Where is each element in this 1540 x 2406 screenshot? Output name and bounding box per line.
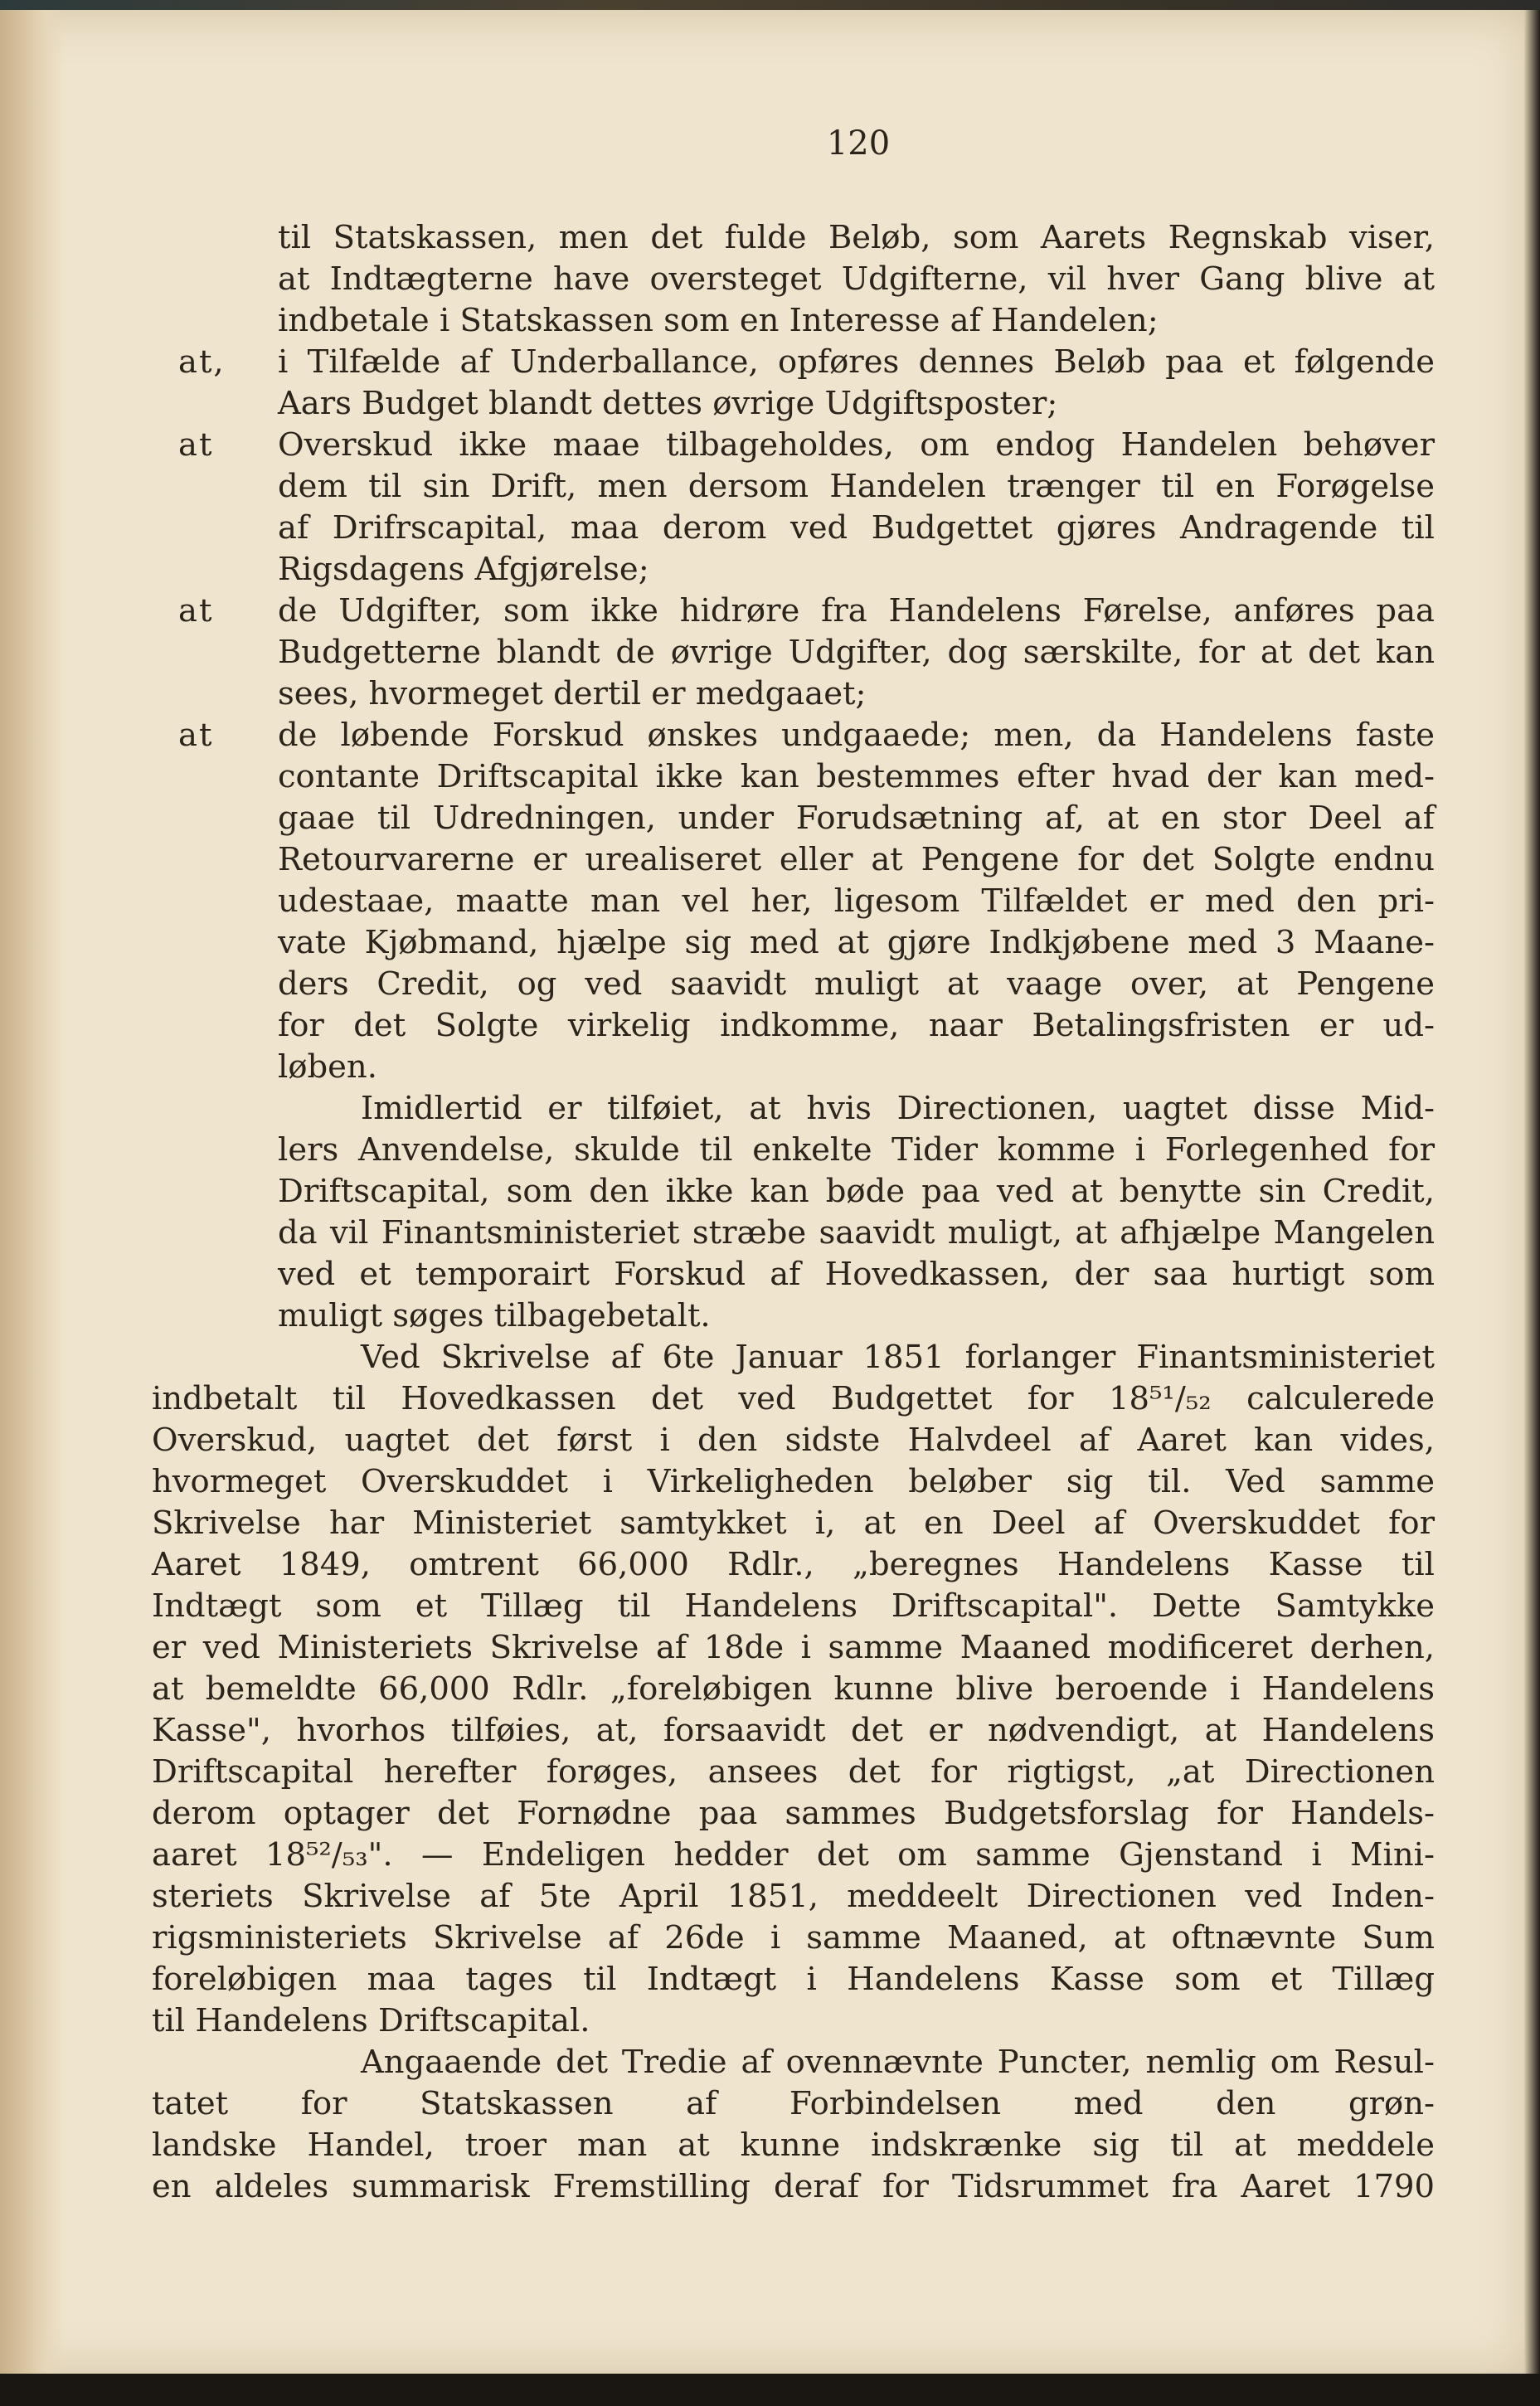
text-line <box>278 881 1435 922</box>
line-text: dem til sin Drift, men dersom Handelen trænger til en Forøgelse <box>278 468 1435 505</box>
line-text: indbetale i Statskassen som en Interesse af Handelen; <box>278 302 1159 339</box>
text-line <box>152 1503 1435 1544</box>
text-line <box>278 1213 1435 1254</box>
text-line <box>152 1793 1435 1835</box>
text-line <box>278 632 1435 673</box>
text-line <box>278 756 1435 798</box>
line-text: derom optager det Fornødne paa sammes Budgetsforslag for Handels- <box>152 1795 1435 1832</box>
page-number: 120 <box>826 124 891 163</box>
line-text: at bemeldte 66,000 Rdlr. „foreløbigen kunne blive beroende i Handelens <box>152 1670 1435 1708</box>
text-line <box>278 300 1435 342</box>
body-text <box>152 217 1435 2208</box>
text-line <box>152 2083 1435 2125</box>
line-text: gaae til Udredningen, under Forudsætning af, at en stor Deel af <box>278 800 1435 837</box>
line-text: tatet for Statskassen af Forbindelsen med den grøn- <box>152 2085 1435 2122</box>
line-text: for det Solgte virkelig indkomme, naar Betalingsfristen er ud- <box>278 1007 1435 1044</box>
text-line <box>278 508 1435 549</box>
text-line <box>361 1337 1435 1378</box>
line-text: Budgetterne blandt de øvrige Udgifter, dog særskilte, for at det kan <box>278 634 1435 671</box>
line-text: de løbende Forskud ønskes undgaaede; men, da Handelens faste <box>278 717 1435 754</box>
line-text: udestaae, maatte man vel her, ligesom Tilfældet er med den pri- <box>278 882 1435 920</box>
line-text: Driftscapital herefter forøges, ansees det for rigtigst, „at Directionen <box>152 1753 1435 1791</box>
text-line <box>361 1088 1435 1130</box>
text-line <box>278 922 1435 964</box>
line-text: en aldeles summarisk Fremstilling deraf for Tidsrummet fra Aaret 1790 <box>152 2168 1435 2205</box>
text-line <box>178 591 1435 632</box>
text-line <box>278 1295 1435 1337</box>
text-line <box>152 2125 1435 2166</box>
text-line <box>178 342 1435 383</box>
line-text: Angaaende det Tredie af ovennævnte Puncter, nemlig om Resul- <box>361 2044 1435 2081</box>
line-text: lers Anvendelse, skulde til enkelte Tider komme i Forlegenhed for <box>278 1131 1435 1169</box>
text-line <box>178 425 1435 466</box>
line-text: landske Handel, troer man at kunne indskrænke sig til at meddele <box>152 2127 1435 2164</box>
line-text: Ved Skrivelse af 6te Januar 1851 forlanger Finantsministeriet <box>361 1339 1435 1376</box>
line-text: i Tilfælde af Underballance, opføres dennes Beløb paa et følgende <box>278 343 1435 381</box>
line-text: til Handelens Driftscapital. <box>152 2002 590 2039</box>
text-line <box>152 1420 1435 1461</box>
text-line <box>152 2166 1435 2208</box>
text-line <box>278 383 1435 425</box>
line-text: at Indtægterne have oversteget Udgifterne, vil hver Gang blive at <box>278 260 1435 298</box>
text-line <box>152 1544 1435 1586</box>
text-line <box>152 1627 1435 1669</box>
page-edge <box>1524 10 1540 2375</box>
line-text: ved et temporairt Forskud af Hovedkassen, der saa hurtigt som <box>278 1256 1435 1293</box>
line-text: Driftscapital, som den ikke kan bøde paa ved at benytte sin Credit, <box>278 1173 1435 1210</box>
line-text: hvormeget Overskuddet i Virkeligheden beløber sig til. Ved samme <box>152 1463 1435 1500</box>
book-gutter-shadow <box>0 10 65 2375</box>
line-text: sees, hvormeget dertil er medgaaet; <box>278 675 867 712</box>
list-marker: at <box>178 426 214 464</box>
text-line <box>278 466 1435 508</box>
line-text: de Udgifter, som ikke hidrøre fra Handelens Førelse, anføres paa <box>278 592 1435 629</box>
text-line <box>152 1918 1435 1959</box>
line-text: vate Kjøbmand, hjælpe sig med at gjøre Indkjøbene med 3 Maane- <box>278 924 1435 961</box>
text-line <box>278 549 1435 591</box>
text-line <box>152 1461 1435 1503</box>
line-text: indbetalt til Hovedkassen det ved Budgettet for 18⁵¹/₅₂ calculerede <box>152 1380 1435 1417</box>
line-text: af Drifrscapital, maa derom ved Budgettet gjøres Andragende til <box>278 509 1435 547</box>
text-line <box>361 2042 1435 2083</box>
list-marker: at <box>178 717 214 754</box>
text-line <box>278 798 1435 839</box>
line-text: Overskud, uagtet det først i den sidste Halvdeel af Aaret kan vides, <box>152 1422 1435 1459</box>
text-line <box>278 673 1435 715</box>
line-text: Overskud ikke maae tilbageholdes, om endog Handelen behøver <box>278 426 1435 464</box>
text-line <box>152 1669 1435 1710</box>
text-line <box>152 1835 1435 1876</box>
line-text: Aars Budget blandt dettes øvrige Udgiftsposter; <box>278 385 1058 422</box>
line-text: rigsministeriets Skrivelse af 26de i samme Maaned, at oftnævnte Sum <box>152 1919 1435 1956</box>
list-marker: at, <box>178 343 226 381</box>
text-line <box>278 839 1435 881</box>
line-text: Kasse", hvorhos tilføies, at, forsaavidt det er nødvendigt, at Handelens <box>152 1712 1435 1749</box>
text-line <box>278 1171 1435 1213</box>
line-text: Aaret 1849, omtrent 66,000 Rdlr., „beregnes Handelens Kasse til <box>152 1546 1435 1583</box>
book-bottom-edge <box>0 2374 1540 2406</box>
text-line <box>152 1710 1435 1752</box>
line-text: er ved Ministeriets Skrivelse af 18de i samme Maaned modificeret derhen, <box>152 1629 1435 1666</box>
text-line <box>152 2000 1435 2042</box>
line-text: aaret 18⁵²/₅₃". — Endeligen hedder det om samme Gjenstand i Mini- <box>152 1836 1435 1874</box>
text-line <box>152 1959 1435 2000</box>
line-text: Rigsdagens Afgjørelse; <box>278 551 649 588</box>
text-line <box>278 259 1435 300</box>
line-text: Skrivelse har Ministeriet samtykket i, at en Deel af Overskuddet for <box>152 1504 1435 1542</box>
line-text: Indtægt som et Tillæg til Handelens Driftscapital". Dette Samtykke <box>152 1587 1435 1625</box>
text-line <box>278 1130 1435 1171</box>
line-text: da vil Finantsministeriet stræbe saavidt muligt, at afhjælpe Mangelen <box>278 1214 1435 1252</box>
line-text: foreløbigen maa tages til Indtægt i Handelens Kasse som et Tillæg <box>152 1961 1435 1998</box>
line-text: contante Driftscapital ikke kan bestemmes efter hvad der kan med- <box>278 758 1435 795</box>
line-text: løben. <box>278 1048 377 1086</box>
line-text: steriets Skrivelse af 5te April 1851, meddeelt Directionen ved Inden- <box>152 1878 1435 1915</box>
text-line <box>278 1047 1435 1088</box>
text-line <box>178 715 1435 756</box>
text-line <box>152 1378 1435 1420</box>
line-text: Imidlertid er tilføiet, at hvis Directionen, uagtet disse Mid- <box>361 1090 1435 1127</box>
line-text: til Statskassen, men det fulde Beløb, som Aarets Regnskab viser, <box>278 219 1435 256</box>
text-line <box>152 1752 1435 1793</box>
text-line <box>278 217 1435 259</box>
text-line <box>152 1586 1435 1627</box>
line-text: ders Credit, og ved saavidt muligt at vaage over, at Pengene <box>278 965 1435 1003</box>
line-text: Retourvarerne er urealiseret eller at Pengene for det Solgte endnu <box>278 841 1435 878</box>
line-text: muligt søges tilbagebetalt. <box>278 1297 711 1334</box>
text-line <box>278 1005 1435 1047</box>
text-line <box>278 964 1435 1005</box>
text-line <box>152 1876 1435 1918</box>
list-marker: at <box>178 592 214 629</box>
text-line <box>278 1254 1435 1295</box>
